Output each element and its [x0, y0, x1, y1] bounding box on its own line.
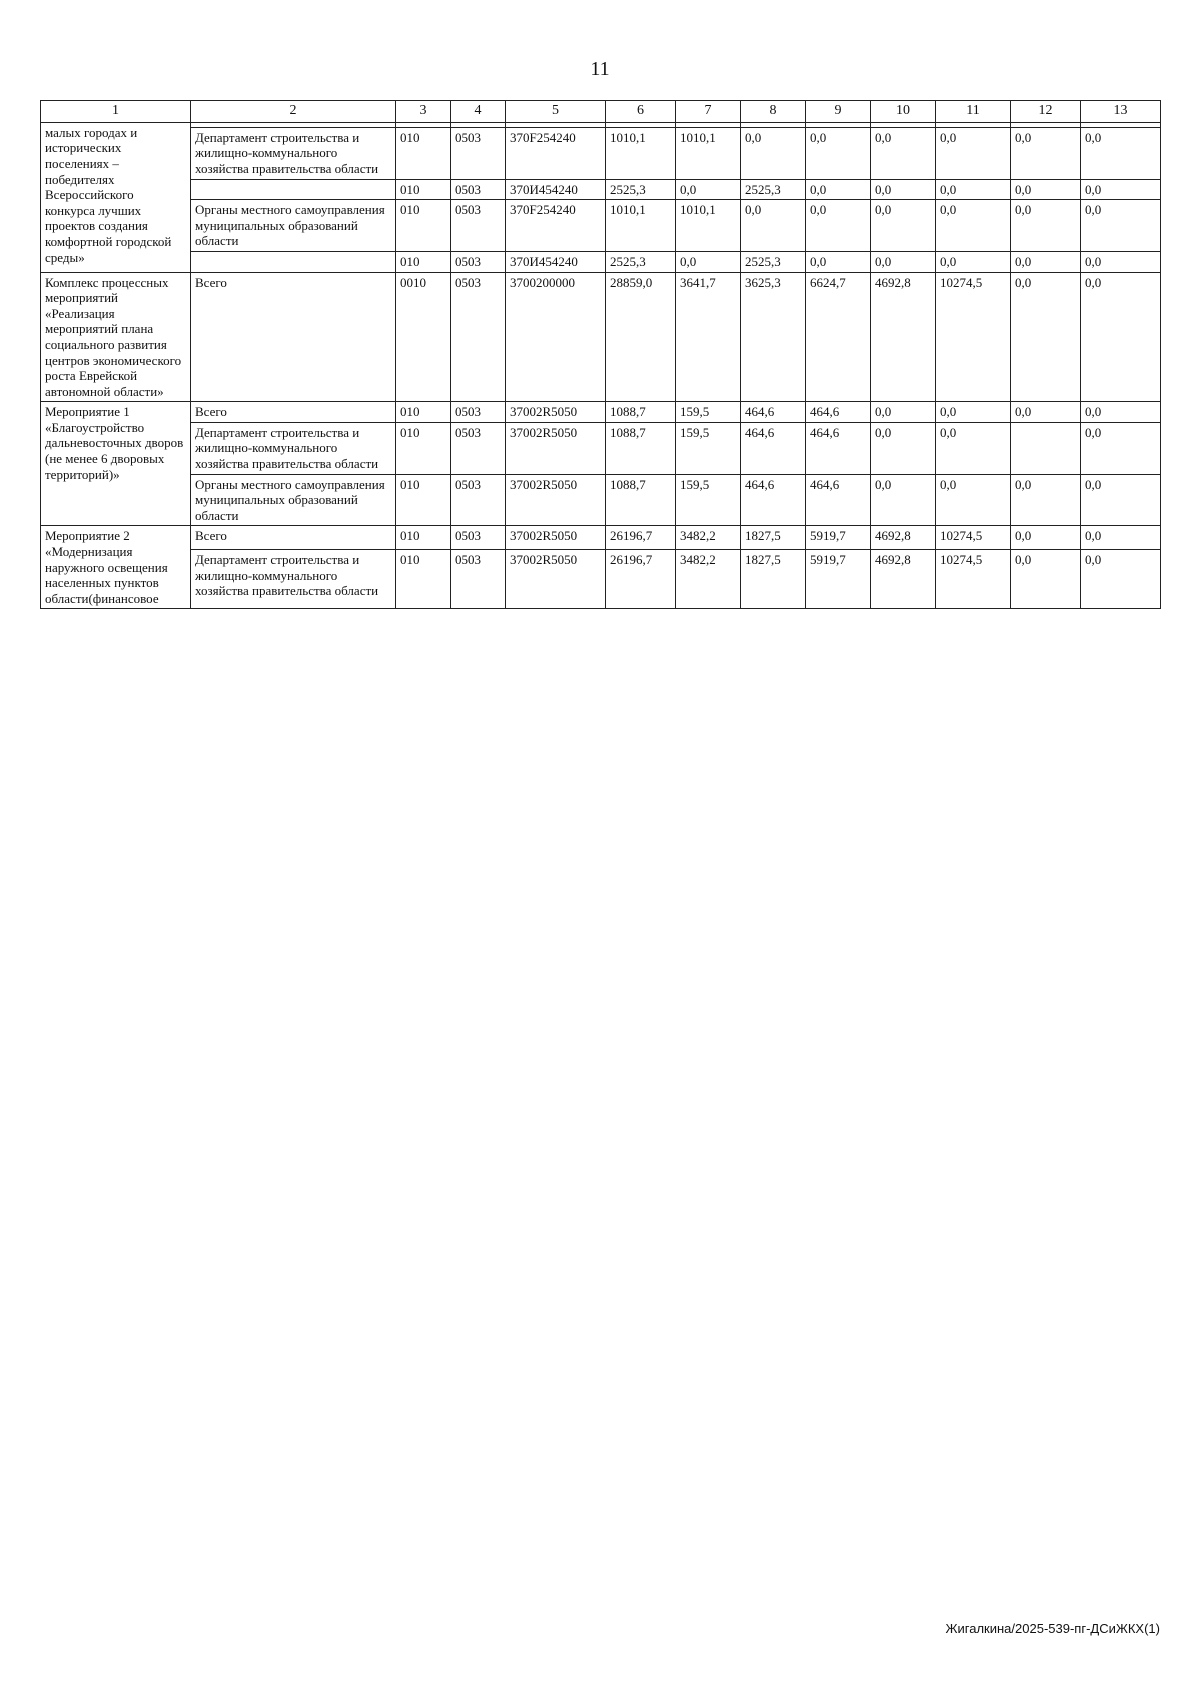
value-cell: 010: [396, 422, 451, 474]
value-cell: 0,0: [936, 200, 1011, 252]
value-cell: 2525,3: [741, 251, 806, 272]
header-cell: 4: [451, 101, 506, 123]
value-cell: 370И454240: [506, 251, 606, 272]
value-cell: 0,0: [871, 402, 936, 423]
header-cell: 9: [806, 101, 871, 123]
value-cell: 3482,2: [676, 550, 741, 609]
value-cell: 37002R5050: [506, 402, 606, 423]
value-cell: 0503: [451, 251, 506, 272]
value-cell: 0503: [451, 526, 506, 550]
value-cell: 010: [396, 251, 451, 272]
value-cell: 5919,7: [806, 526, 871, 550]
value-cell: 370F254240: [506, 127, 606, 179]
value-cell: 37002R5050: [506, 474, 606, 526]
value-cell: 464,6: [806, 422, 871, 474]
executor-cell: Всего: [191, 272, 396, 402]
table-row: [41, 474, 1161, 526]
document-reference: Жигалкина/2025-539-пг-ДСиЖКХ(1): [945, 1621, 1160, 1636]
value-cell: 464,6: [806, 402, 871, 423]
value-cell: 0,0: [806, 179, 871, 200]
value-cell: 464,6: [741, 402, 806, 423]
value-cell: 10274,5: [936, 272, 1011, 402]
value-cell: 0,0: [871, 422, 936, 474]
value-cell: 0503: [451, 200, 506, 252]
executor-cell: Департамент строительства и жилищно-коммунального хозяйства правительства области: [191, 550, 396, 609]
executor-cell: Департамент строительства и жилищно-коммунального хозяйства правительства области: [191, 127, 396, 179]
value-cell: 0,0: [1081, 550, 1161, 609]
value-cell: 0,0: [936, 474, 1011, 526]
value-cell: 0,0: [871, 127, 936, 179]
value-cell: 159,5: [676, 474, 741, 526]
value-cell: 159,5: [676, 402, 741, 423]
executor-cell: Всего: [191, 526, 396, 550]
value-cell: 1010,1: [676, 127, 741, 179]
value-cell: 26196,7: [606, 550, 676, 609]
value-cell: 0503: [451, 550, 506, 609]
budget-table-container: [40, 100, 1160, 609]
value-cell: 1010,1: [606, 127, 676, 179]
header-cell: 11: [936, 101, 1011, 123]
value-cell: 2525,3: [606, 179, 676, 200]
value-cell: 2525,3: [606, 251, 676, 272]
table-row: [41, 402, 1161, 423]
value-cell: 0,0: [1081, 179, 1161, 200]
value-cell: 10274,5: [936, 526, 1011, 550]
value-cell: 0,0: [936, 402, 1011, 423]
value-cell: 0,0: [1011, 251, 1081, 272]
value-cell: 0,0: [1011, 200, 1081, 252]
program-item-name: Мероприятие 2 «Модернизация наружного освещения населенных пунктов области(финансовое: [41, 526, 191, 609]
value-cell: 464,6: [741, 474, 806, 526]
value-cell: 4692,8: [871, 526, 936, 550]
value-cell: 0,0: [1081, 422, 1161, 474]
value-cell: 464,6: [741, 422, 806, 474]
value-cell: 010: [396, 127, 451, 179]
value-cell: 0,0: [1011, 474, 1081, 526]
table-row: [41, 272, 1161, 402]
value-cell: 0,0: [741, 200, 806, 252]
header-cell: 2: [191, 101, 396, 123]
value-cell: 0,0: [871, 474, 936, 526]
value-cell: 0,0: [676, 251, 741, 272]
value-cell: 0503: [451, 127, 506, 179]
value-cell: 1088,7: [606, 474, 676, 526]
header-cell: 3: [396, 101, 451, 123]
header-cell: 6: [606, 101, 676, 123]
value-cell: 0010: [396, 272, 451, 402]
table-row: [41, 550, 1161, 609]
value-cell: 37002R5050: [506, 526, 606, 550]
value-cell: 3625,3: [741, 272, 806, 402]
value-cell: 0,0: [1081, 251, 1161, 272]
value-cell: 0,0: [1011, 272, 1081, 402]
value-cell: 1088,7: [606, 422, 676, 474]
value-cell: 0503: [451, 272, 506, 402]
value-cell: 0,0: [936, 422, 1011, 474]
value-cell: 010: [396, 200, 451, 252]
value-cell: 010: [396, 550, 451, 609]
value-cell: 3482,2: [676, 526, 741, 550]
executor-cell: Органы местного самоуправления муниципальных образований области: [191, 474, 396, 526]
value-cell: 0,0: [1081, 526, 1161, 550]
value-cell: 3700200000: [506, 272, 606, 402]
program-item-name: малых городах и исторических поселениях – победителях Всероссийского конкурса лучших проектов создания комфортной городской среды»: [41, 122, 191, 272]
value-cell: 37002R5050: [506, 550, 606, 609]
value-cell: 0,0: [676, 179, 741, 200]
value-cell: 010: [396, 402, 451, 423]
program-item-name: Комплекс процессных мероприятий «Реализация мероприятий плана социального развития центров экономического роста Еврейской автономной области»: [41, 272, 191, 402]
value-cell: 1010,1: [606, 200, 676, 252]
value-cell: 0503: [451, 474, 506, 526]
header-cell: 7: [676, 101, 741, 123]
table-row: [41, 200, 1161, 252]
table-row: [41, 179, 1161, 200]
value-cell: 0,0: [806, 127, 871, 179]
budget-table: [40, 100, 1161, 609]
value-cell: 010: [396, 179, 451, 200]
value-cell: 6624,7: [806, 272, 871, 402]
table-body: [41, 122, 1161, 609]
value-cell: 0503: [451, 179, 506, 200]
program-item-name: Мероприятие 1 «Благоустройство дальневосточных дворов (не менее 6 дворовых территорий)»: [41, 402, 191, 526]
value-cell: 28859,0: [606, 272, 676, 402]
value-cell: 0,0: [1081, 402, 1161, 423]
value-cell: 0,0: [1011, 179, 1081, 200]
table-row: [41, 127, 1161, 179]
value-cell: 010: [396, 526, 451, 550]
header-cell: 10: [871, 101, 936, 123]
value-cell: 4692,8: [871, 272, 936, 402]
value-cell: 1010,1: [676, 200, 741, 252]
value-cell: 0,0: [741, 127, 806, 179]
value-cell: 1827,5: [741, 526, 806, 550]
executor-cell: Органы местного самоуправления муниципальных образований области: [191, 200, 396, 252]
value-cell: 010: [396, 474, 451, 526]
value-cell: 0,0: [1011, 402, 1081, 423]
value-cell: 5919,7: [806, 550, 871, 609]
value-cell: 0,0: [1081, 127, 1161, 179]
value-cell: 0,0: [1081, 200, 1161, 252]
value-cell: 0,0: [871, 179, 936, 200]
value-cell: 0503: [451, 422, 506, 474]
executor-cell: Департамент строительства и жилищно-коммунального хозяйства правительства области: [191, 422, 396, 474]
header-cell: 5: [506, 101, 606, 123]
header-cell: 1: [41, 101, 191, 123]
value-cell: 0,0: [1011, 526, 1081, 550]
value-cell: 0,0: [936, 127, 1011, 179]
value-cell: 26196,7: [606, 526, 676, 550]
value-cell: 2525,3: [741, 179, 806, 200]
value-cell: 1827,5: [741, 550, 806, 609]
value-cell: 0,0: [1081, 272, 1161, 402]
value-cell: 0,0: [936, 179, 1011, 200]
value-cell: 370F254240: [506, 200, 606, 252]
value-cell: 0503: [451, 402, 506, 423]
value-cell: 0,0: [1081, 474, 1161, 526]
header-row: [41, 101, 1161, 123]
header-cell: 8: [741, 101, 806, 123]
value-cell: 464,6: [806, 474, 871, 526]
header-cell: 12: [1011, 101, 1081, 123]
value-cell: 159,5: [676, 422, 741, 474]
value-cell: 0,0: [871, 251, 936, 272]
executor-cell: [191, 251, 396, 272]
value-cell: 4692,8: [871, 550, 936, 609]
executor-cell: [191, 179, 396, 200]
table-row: [41, 526, 1161, 550]
header-cell: 13: [1081, 101, 1161, 123]
table-row: [41, 251, 1161, 272]
value-cell: 370И454240: [506, 179, 606, 200]
page-number: 11: [590, 58, 610, 80]
value-cell: 0,0: [1011, 550, 1081, 609]
value-cell: 0,0: [871, 200, 936, 252]
executor-cell: Всего: [191, 402, 396, 423]
value-cell: 0,0: [806, 200, 871, 252]
value-cell: 0,0: [806, 251, 871, 272]
value-cell: 1088,7: [606, 402, 676, 423]
value-cell: [1011, 422, 1081, 474]
value-cell: 37002R5050: [506, 422, 606, 474]
table-row: [41, 422, 1161, 474]
value-cell: 3641,7: [676, 272, 741, 402]
value-cell: 0,0: [1011, 127, 1081, 179]
value-cell: 10274,5: [936, 550, 1011, 609]
value-cell: 0,0: [936, 251, 1011, 272]
